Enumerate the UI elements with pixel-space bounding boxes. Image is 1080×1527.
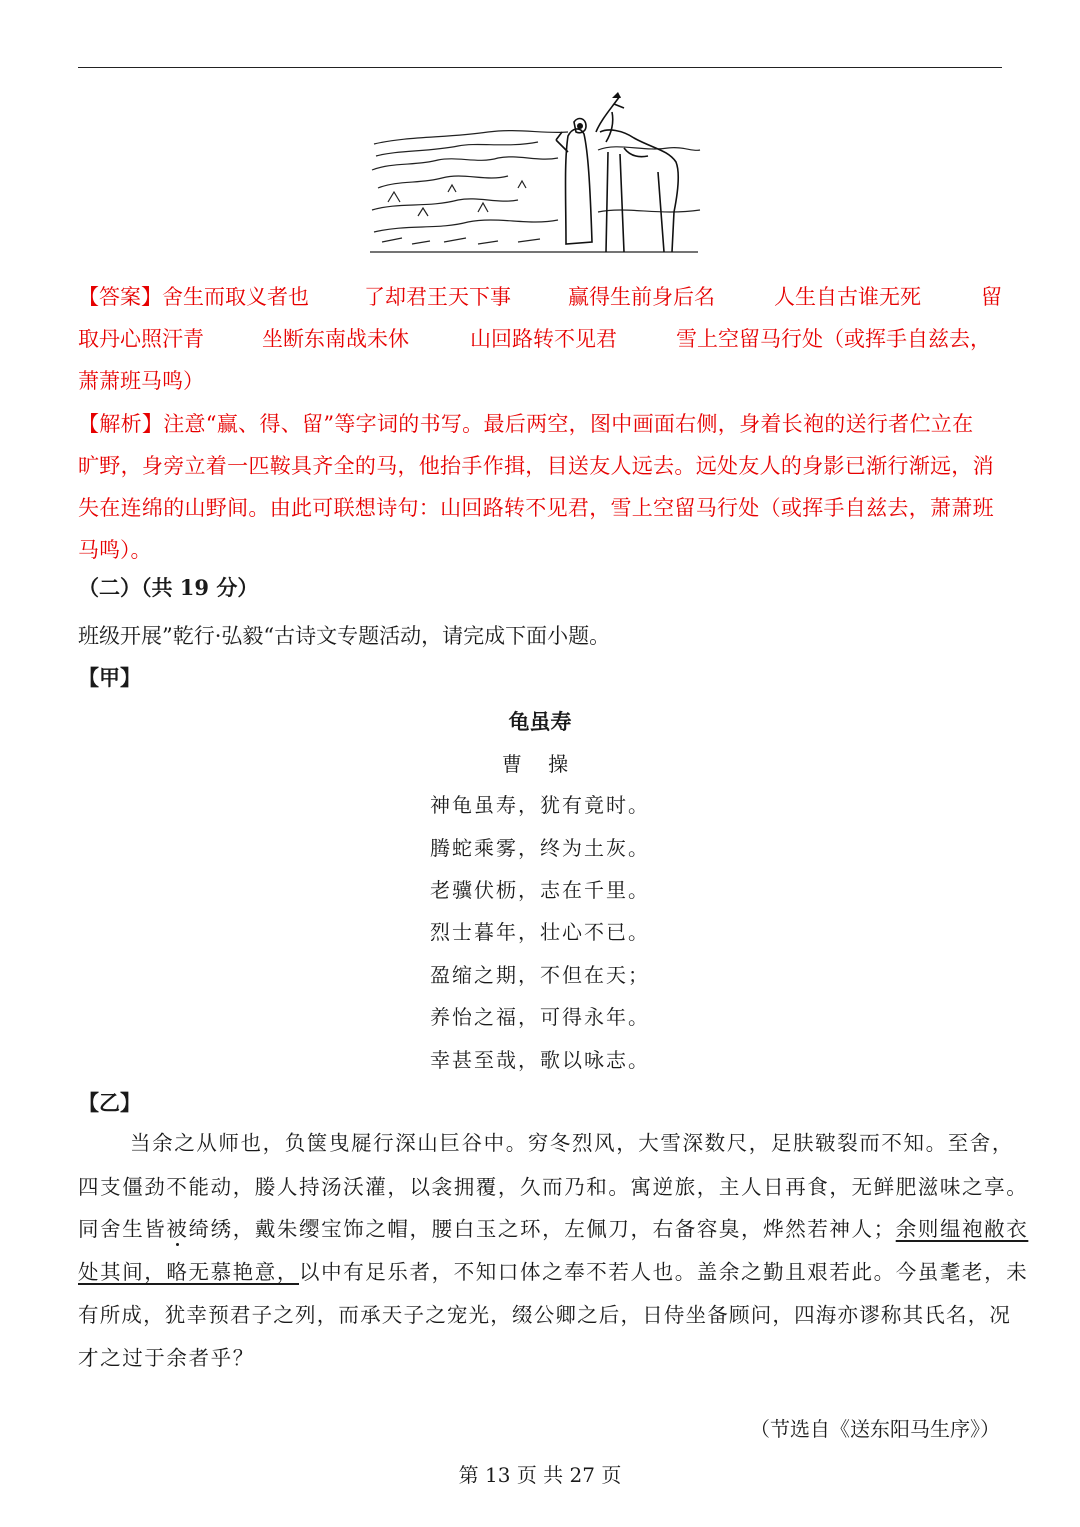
underlined-text: 余则缊袍敝衣 — [895, 1217, 1029, 1241]
prose-line-4: 处其间，略无慕艳意，以中有足乐者，不知口体之奉不若人也。盖余之勤且艰若此。今虽耄老，未 — [78, 1260, 1029, 1284]
answer-item: 雪上空留马行处（或挥手自兹去， — [676, 327, 991, 351]
poem-line: 老骥伏枥，志在千里。 — [430, 878, 650, 902]
answer-item: 了却君王天下事 — [364, 285, 511, 309]
prose-line-2: 四支僵劲不能动，媵人持汤沃灌，以衾拥覆，久而乃和。寓逆旅，主人日再食，无鲜肥滋味之享。 — [78, 1175, 1029, 1199]
answer-item: 赢得生前身后名 — [568, 285, 715, 309]
analysis-line-3: 失在连绵的山野间。由此可联想诗句：山回路转不见君，雪上空留马行处（或挥手自兹去，萧萧班 — [78, 496, 994, 520]
poem-line: 烈士暮年，壮心不已。 — [430, 920, 650, 944]
analysis-line-2: 旷野，身旁立着一匹鞍具齐全的马，他抬手作揖，目送友人远去。远处友人的身影已渐行渐远，消 — [78, 454, 994, 478]
prose-line-5: 有所成，犹幸预君子之列，而承天子之宠光，缀公卿之后，日侍坐备顾问，四海亦谬称其氏名，况 — [78, 1303, 1012, 1327]
source-citation: （节选自《送东阳马生序》） — [750, 1417, 1000, 1441]
poem-title: 龟虽寿 — [508, 710, 572, 734]
poem-line: 幸甚至哉，歌以咏志。 — [430, 1048, 650, 1072]
answer-item: 坐断东南战未休 — [262, 327, 409, 351]
page-footer: 第 13 页 共 27 页 — [458, 1463, 622, 1487]
poem-author: 曹 操 — [501, 752, 579, 776]
analysis-label: 【解析】 — [78, 412, 164, 436]
poem-line: 养怡之福，可得永年。 — [430, 1005, 650, 1029]
answer-item: 舍生而取义者也 — [162, 285, 309, 309]
prose-line-3: 同舍生皆被绮绣，戴朱缨宝饰之帽，腰白玉之环，左佩刀，右备容臭，烨然若神人；余则缊袍敝衣 — [78, 1217, 1029, 1241]
section-heading: （二）（共 19 分） — [78, 575, 259, 600]
answer-item: 取丹心照汗青 — [78, 327, 204, 351]
answer-line-2 — [78, 324, 1002, 354]
prose-line-1: 当余之从师也，负箧曳屣行深山巨谷中。穷冬烈风，大雪深数尺，足肤皲裂而不知。至舍， — [130, 1131, 1014, 1155]
poem-line: 盈缩之期，不但在天； — [430, 963, 650, 987]
emphasis-dot-char: 被 — [166, 1217, 189, 1241]
yi-label: 【乙】 — [78, 1090, 141, 1115]
analysis-line-1: 【解析】注意“赢、得、留”等字词的书写。最后两空，图中画面右侧，身着长袍的送行者伫立在 — [78, 412, 974, 436]
jia-label: 【甲】 — [78, 665, 141, 690]
answer-item: 山回路转不见君 — [470, 327, 617, 351]
poem-line: 神龟虽寿，犹有竟时。 — [430, 793, 650, 817]
section-intro: 班级开展”乾行·弘毅“古诗文专题活动，请完成下面小题。 — [78, 624, 611, 648]
answer-item: 留 — [981, 285, 1002, 309]
poem-line: 腾蛇乘雾，终为土灰。 — [430, 836, 650, 860]
answer-item: 萧萧班马鸣） — [78, 369, 204, 393]
header-rule — [78, 67, 1002, 68]
answer-item: 人生自古谁无死 — [774, 285, 921, 309]
answer-line-1 — [78, 282, 1002, 312]
farewell-illustration — [368, 92, 704, 258]
prose-line-6: 才之过于余者乎？ — [78, 1346, 255, 1370]
answer-label: 【答案】 — [78, 285, 162, 309]
answer-line-3 — [78, 366, 204, 396]
analysis-line-4: 马鸣）。 — [78, 538, 152, 562]
underlined-text: 处其间，略无慕艳意， — [78, 1260, 299, 1284]
